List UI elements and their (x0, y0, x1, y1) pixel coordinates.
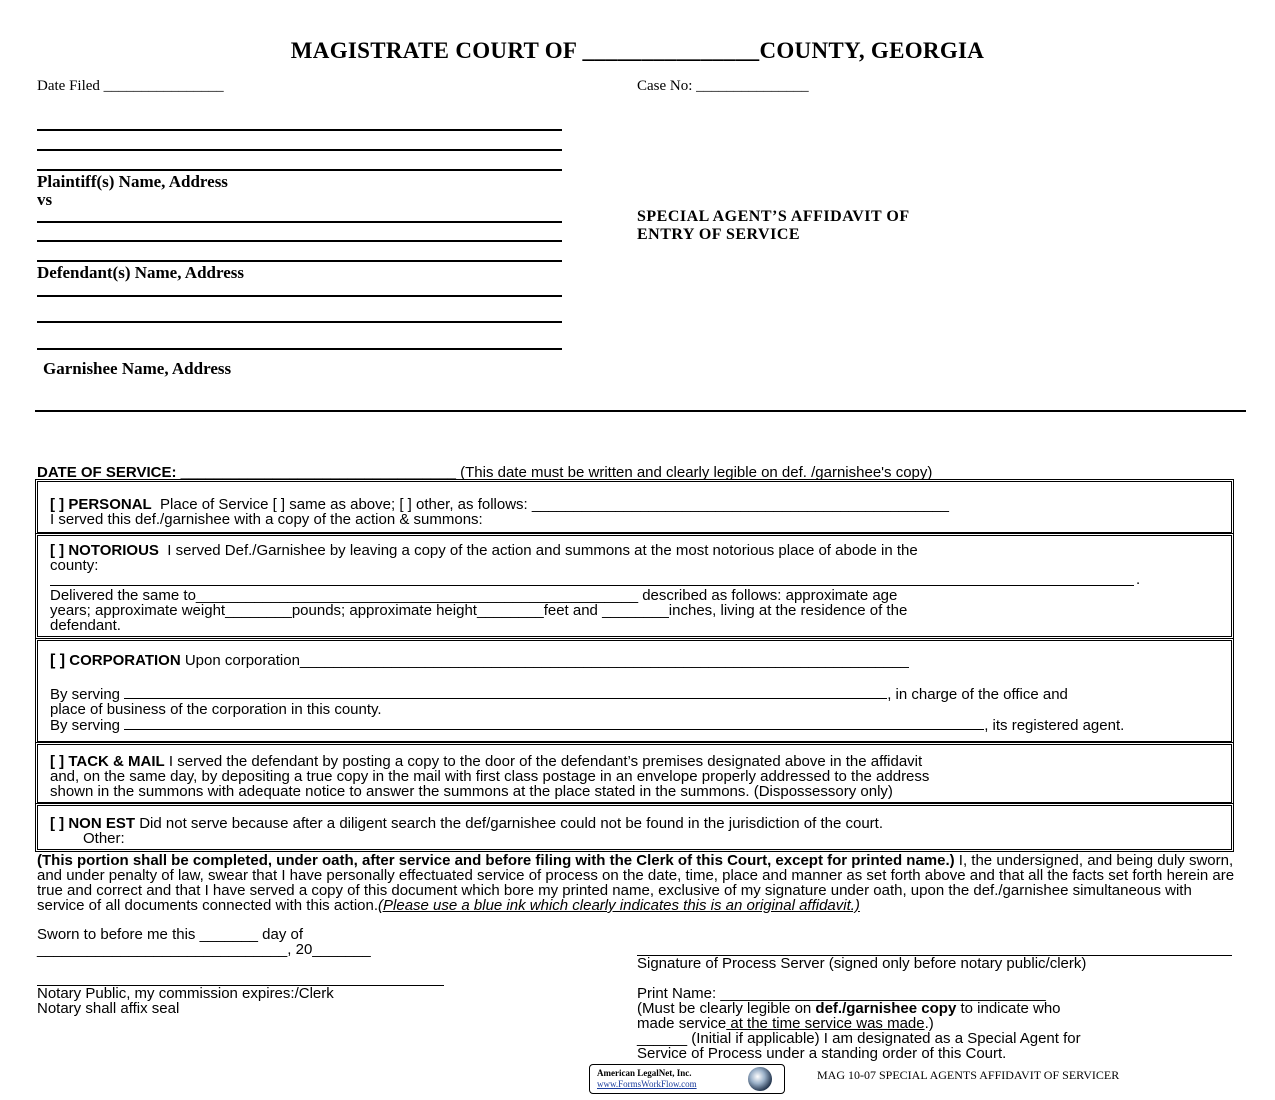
defendant-line-2[interactable] (37, 240, 562, 242)
print-name-field[interactable]: Print Name: _______________________________________ (637, 985, 1046, 1002)
notorious-delivered-text: Delivered the same to_____________________________________________________ described as follows: approximate age (50, 587, 898, 604)
non-est-checkbox[interactable]: [ ] (50, 815, 65, 832)
made-service-underlined: at the time service was made (726, 1015, 925, 1032)
plaintiff-line-3[interactable] (37, 169, 562, 171)
corporation-checkbox[interactable]: [ ] (50, 652, 66, 669)
logo-website-link[interactable]: www.FormsWorkFlow.com (597, 1079, 697, 1089)
notorious-section: [ ] NOTORIOUS I served Def./Garnishee by leaving a copy of the action and summons at the most notorious place of abode in the county: . Delivered the same to_____________________________________________________ described as follows: approximate age years; approximate weight________pounds; approximate height________feet and ________inches, living at the residence of the defendant. (37, 535, 1232, 637)
tack-mail-text-2: and, on the same day, by depositing a true copy in the mail with first class postage in an envelope properly addressed to the address (50, 768, 930, 785)
standing-order-text: Service of Process under a standing order of this Court. (637, 1045, 1007, 1062)
corporation-agent-text: , its registered agent. (984, 717, 1125, 734)
notorious-defendant-text: defendant. (50, 617, 121, 634)
company-logo (589, 1064, 785, 1094)
notorious-county-line[interactable] (50, 585, 1134, 586)
date-of-service-label: DATE OF SERVICE: (37, 464, 177, 481)
date-of-service-input[interactable]: _________________________________ (180, 464, 456, 481)
process-server-signature-label: Signature of Process Server (signed only before notary public/clerk) (637, 955, 1087, 972)
personal-served-text: I served this def./garnishee with a copy of the action & summons: (50, 511, 483, 528)
defendant-line-1[interactable] (37, 221, 562, 223)
oath-instruction: (This portion shall be completed, under oath, after service and before filing with the Clerk of this Court, except for printed name.) (37, 852, 955, 869)
notary-seal-label: Notary shall affix seal (37, 1000, 180, 1017)
corporation-officer-text: , in charge of the office and (887, 686, 1068, 703)
date-of-service-row (37, 464, 932, 481)
logo-company-name: American LegalNet, Inc. (597, 1068, 692, 1078)
garnishee-line-1[interactable] (37, 295, 562, 297)
corporation-section (37, 640, 1232, 742)
defendant-label: Defendant(s) Name, Address (37, 263, 244, 282)
oath-paragraph (37, 853, 1237, 913)
tack-mail-text-3: shown in the summons with adequate notice to answer the summons at the place stated in the summons. (Dispossessory only) (50, 783, 893, 800)
page-title: MAGISTRATE COURT OF _______________COUNTY, GEORGIA (290, 38, 985, 63)
case-number-field[interactable]: Case No: _______________ (637, 78, 809, 94)
corporation-place-text: place of business of the corporation in this county. (50, 701, 382, 718)
garnishee-line-2[interactable] (37, 321, 562, 323)
corporation-agent-field[interactable] (124, 717, 984, 730)
globe-icon (748, 1067, 772, 1091)
personal-heading: PERSONAL (68, 496, 152, 513)
notorious-heading: NOTORIOUS (68, 542, 159, 559)
legibility-bold-text: def./garnishee copy (815, 1000, 957, 1017)
form-identifier: MAG 10-07 SPECIAL AGENTS AFFIDAVIT OF SERVICER (817, 1068, 1120, 1082)
garnishee-label: Garnishee Name, Address (43, 359, 232, 378)
date-filed-field[interactable]: Date Filed ________________ (37, 78, 224, 94)
tack-mail-checkbox[interactable]: [ ] (50, 753, 65, 770)
sworn-line[interactable]: Sworn to before me this _______ day of (37, 926, 304, 943)
date-of-service-note: (This date must be written and clearly legible on def. /garnishee's copy) (460, 464, 933, 481)
non-est-heading: NON EST (68, 815, 136, 832)
tack-mail-text-1: I served the defendant by posting a copy to the door of the defendant’s premises designated above in the affidavit (168, 753, 923, 770)
affidavit-title-line-1: SPECIAL AGENT’S AFFIDAVIT OF (637, 208, 910, 225)
tack-mail-heading: TACK & MAIL (68, 753, 165, 770)
corporation-serving-agent-label: By serving (50, 717, 125, 734)
oath-body: I, the undersigned, and being duly sworn, and under penalty of law, swear that I have personally effectuated service of process on the date, time, place and manner as set forth above and that all the facts set forth herein are true and correct and that I have served a copy of this document which bore my printed name, exclusive of my signature under oath, upon the def./garnishee simultaneous with service of all documents connected with this action. (37, 852, 1235, 914)
made-service-note: made service at the time service was made.) (637, 1015, 934, 1032)
vs-label: vs (37, 190, 53, 209)
plaintiff-label: Plaintiff(s) Name, Address (37, 172, 228, 191)
non-est-other-label: Other: (83, 830, 125, 847)
tack-mail-section (37, 744, 1232, 803)
corporation-heading: CORPORATION (69, 652, 181, 669)
notorious-checkbox[interactable]: [ ] (50, 542, 65, 559)
plaintiff-line-1[interactable] (37, 129, 562, 131)
plaintiff-line-2[interactable] (37, 149, 562, 151)
personal-place-text: Place of Service [ ] same as above; [ ] other, as follows: __________________________________________________ (160, 496, 949, 513)
non-est-section (37, 805, 1232, 850)
personal-section (37, 481, 1232, 533)
special-agent-initial-field[interactable]: ______ (Initial if applicable) I am designated as a Special Agent for (637, 1030, 1081, 1047)
corporation-serving-label: By serving (50, 686, 125, 703)
affidavit-title-line-2: ENTRY OF SERVICE (637, 226, 801, 243)
defendant-line-3[interactable] (37, 260, 562, 262)
garnishee-line-3[interactable] (37, 348, 562, 350)
personal-checkbox[interactable]: [ ] (50, 496, 65, 513)
notorious-served-text: I served Def./Garnishee by leaving a copy of the action and summons at the most notorious place of abode in the (167, 542, 918, 559)
notorious-county-text: county: (50, 557, 99, 574)
notary-expires-label: Notary Public, my commission expires:/Clerk (37, 985, 334, 1002)
legibility-note: (Must be clearly legible on def./garnishee copy to indicate who (637, 1000, 1061, 1017)
corporation-name-field[interactable]: Upon corporation_________________________________________________________________________ (184, 652, 909, 669)
oath-ink-note: (Please use a blue ink which clearly indicates this is an original affidavit.) (378, 897, 860, 914)
non-est-text: Did not serve because after a diligent search the def/garnishee could not be found in the jurisdiction of the court. (139, 815, 883, 832)
corporation-officer-field[interactable] (124, 686, 887, 699)
notorious-description-text: years; approximate weight________pounds; approximate height________feet and ________inches, living at the residence of the (50, 602, 908, 619)
sworn-year-line[interactable]: ______________________________, 20_______ (37, 941, 371, 958)
section-divider (35, 410, 1246, 412)
